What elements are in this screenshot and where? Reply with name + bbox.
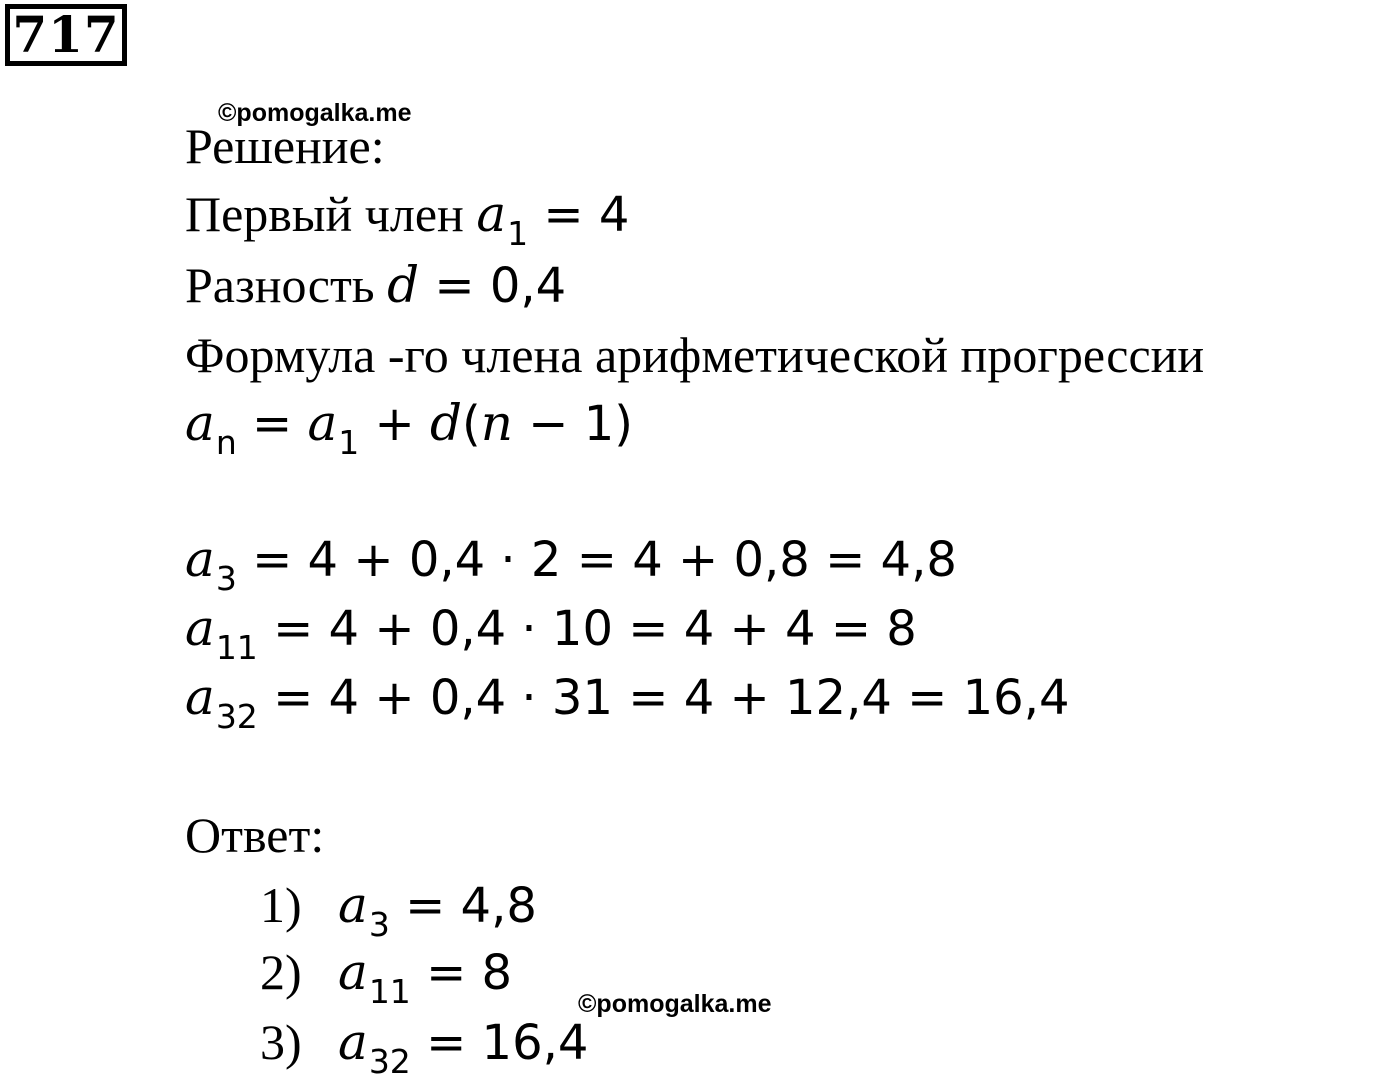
formula-eq: =: [236, 396, 308, 452]
formula-sub-1: 1: [338, 423, 360, 462]
answer-number: 3): [260, 1014, 302, 1070]
difference-value: = 0,4: [419, 258, 567, 314]
answer-var: a: [338, 876, 368, 934]
formula-open-paren: (: [462, 396, 481, 452]
calculation-line: [185, 599, 917, 667]
calc-var: a: [185, 668, 215, 726]
calc-expression: = 4 + 0,4 · 31 = 4 + 12,4 = 16,4: [257, 670, 1070, 726]
first-term-value: = 4: [528, 187, 630, 243]
calc-sub: 11: [215, 628, 258, 667]
answer-item: [260, 943, 513, 1011]
general-formula: [185, 394, 633, 462]
formula-plus: +: [359, 396, 431, 452]
calculation-line: [185, 668, 1070, 736]
answer-heading: Ответ:: [185, 807, 325, 863]
calculation-line: [185, 530, 957, 598]
first-term-var: a: [476, 185, 507, 243]
difference-var: d: [387, 256, 420, 314]
watermark-top: ©pomogalka.me: [218, 99, 412, 127]
formula-var-a: a: [185, 394, 215, 452]
problem-number-badge: [5, 4, 127, 66]
formula-var-a1: a: [307, 394, 338, 452]
calc-sub: 3: [215, 559, 237, 598]
formula-var-d: d: [430, 394, 463, 452]
first-term-label: Первый член: [185, 186, 477, 242]
first-term-line: [185, 185, 630, 253]
answer-var: a: [338, 943, 368, 1001]
answer-number: 2): [260, 944, 302, 1000]
formula-tail: − 1): [512, 396, 633, 452]
formula-sub-n: n: [215, 423, 237, 462]
difference-label: Разность: [185, 257, 388, 313]
calc-sub: 32: [215, 697, 258, 736]
answer-item: [260, 876, 537, 944]
calc-expression: = 4 + 0,4 · 2 = 4 + 0,8 = 4,8: [236, 532, 957, 588]
problem-number: 717: [12, 5, 120, 64]
watermark-bottom: ©pomogalka.me: [578, 990, 772, 1018]
calc-expression: = 4 + 0,4 · 10 = 4 + 4 = 8: [257, 601, 917, 657]
solution-heading: Решение:: [185, 118, 385, 174]
answer-value: = 8: [410, 945, 513, 1001]
first-term-sub: 1: [507, 214, 529, 253]
calc-var: a: [185, 530, 215, 588]
answer-sub: 11: [368, 972, 411, 1011]
formula-var-n: n: [480, 394, 513, 452]
answer-item: [260, 1013, 589, 1081]
answer-sub: 32: [368, 1042, 411, 1081]
answer-sub: 3: [368, 905, 390, 944]
difference-line: [185, 256, 567, 314]
answer-number: 1): [260, 877, 302, 933]
calc-var: a: [185, 599, 215, 657]
answer-value: = 4,8: [389, 878, 537, 934]
formula-label: Формула -го члена арифметической прогрессии: [185, 327, 1205, 383]
answer-value: = 16,4: [410, 1015, 589, 1071]
answer-var: a: [338, 1013, 368, 1071]
